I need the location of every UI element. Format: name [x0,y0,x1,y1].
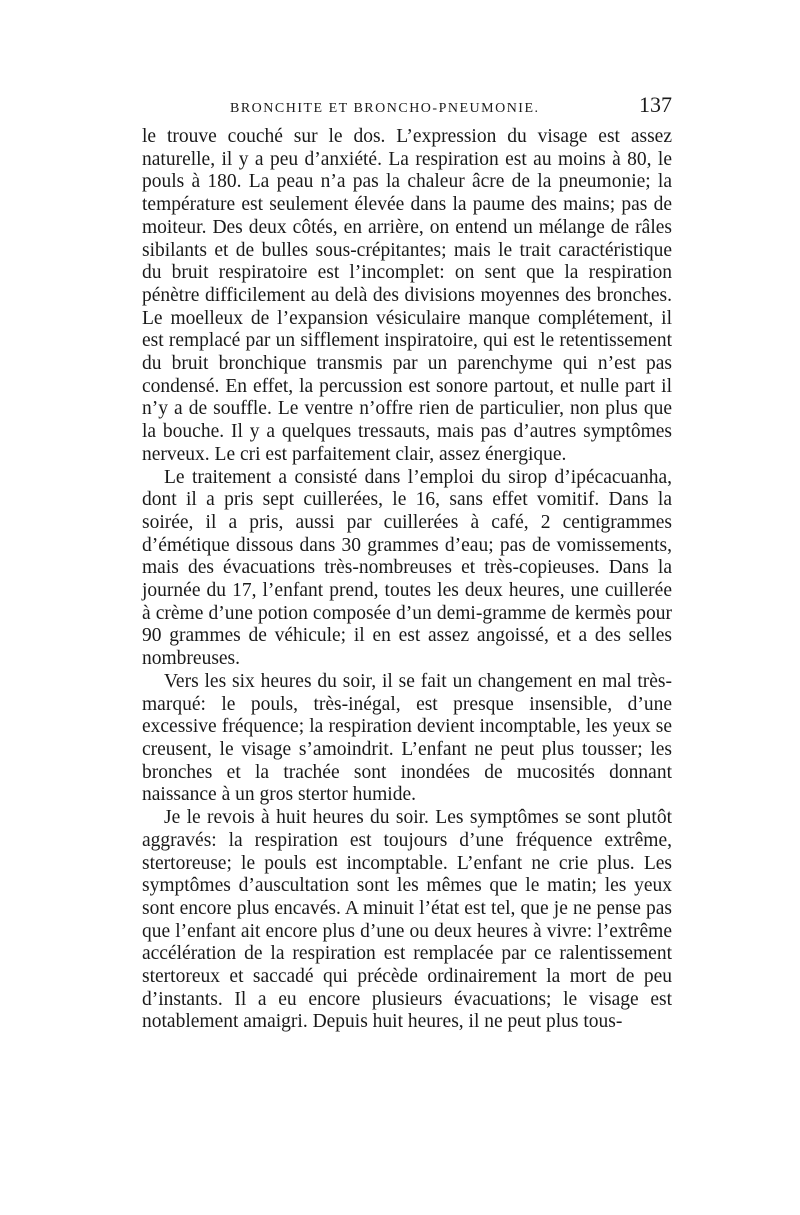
page-header [142,92,672,126]
book-page [142,92,672,1034]
paragraph-continuation: le trouve couché sur le dos. L’expression du visage est assez naturelle, il y a peu d’anxiété. La respiration est au moins à 80, le pouls à 180. La peau n’a pas la chaleur âcre de la pneumonie; la température est seulement élevée dans la paume des mains; pas de moiteur. Des deux côtés, en arrière, on entend un mélange de râles sibilants et de bulles sous-crépitantes; mais le trait caractéristique du bruit respiratoire est l’incomplet: on sent que la respiration pénètre difficilement au delà des divisions moyennes des bronches. Le moelleux de l’expansion vésiculaire manque complétement, il est remplacé par un sifflement inspiratoire, qui est le retentissement du bruit bronchique transmis par un parenchyme qui n’est pas condensé. En effet, la percussion est sonore partout, et nulle part il n’y a de souffle. Le ventre n’offre rien de particulier, non plus que la bouche. Il y a quelques tressauts, mais pas d’autres symptômes nerveux. Le cri est parfaitement clair, assez énergique. [142,126,672,465]
paragraph-night-visit: Je le revois à huit heures du soir. Les symptômes se sont plutôt aggravés: la respiration est toujours d’une fréquence extrême, stertoreuse; le pouls est incomptable. L’enfant ne crie plus. Les symptômes d’auscultation sont les mêmes que le matin; les yeux sont encore plus encavés. A minuit l’état est tel, que je ne pense pas que l’enfant ait encore plus d’une ou deux heures à vivre: l’extrême accélération de la respiration est remplacée par ce ralentissement stertoreux et saccadé qui précède ordinairement la mort de peu d’instants. Il a eu encore plusieurs évacuations; le visage est notablement amaigri. Depuis huit heures, il ne peut plus tous- [142,807,672,1033]
body-text [142,126,672,1034]
running-head: BRONCHITE ET BRONCHO-PNEUMONIE. [230,101,540,116]
page-number: 137 [639,92,672,117]
paragraph-treatment: Le traitement a consisté dans l’emploi du sirop d’ipécacuanha, dont il a pris sept cuillerées, le 16, sans effet vomitif. Dans la soirée, il a pris, aussi par cuillerées à café, 2 centigrammes d’émétique dissous dans 30 grammes d’eau; pas de vomissements, mais des évacuations très-nombreuses et très-copieuses. Dans la journée du 17, l’enfant prend, toutes les deux heures, une cuillerée à crème d’une potion composée d’un demi-gramme de kermès pour 90 grammes de véhicule; il en est assez angoissé, et a des selles nombreuses. [142,466,672,670]
paragraph-evening-change: Vers les six heures du soir, il se fait un changement en mal très-marqué: le pouls, très-inégal, est presque insensible, d’une excessive fréquence; la respiration devient incomptable, les yeux se creusent, le visage s’amoindrit. L’enfant ne peut plus tousser; les bronches et la trachée sont inondées de mucosités donnant naissance à un gros stertor humide. [142,670,672,806]
